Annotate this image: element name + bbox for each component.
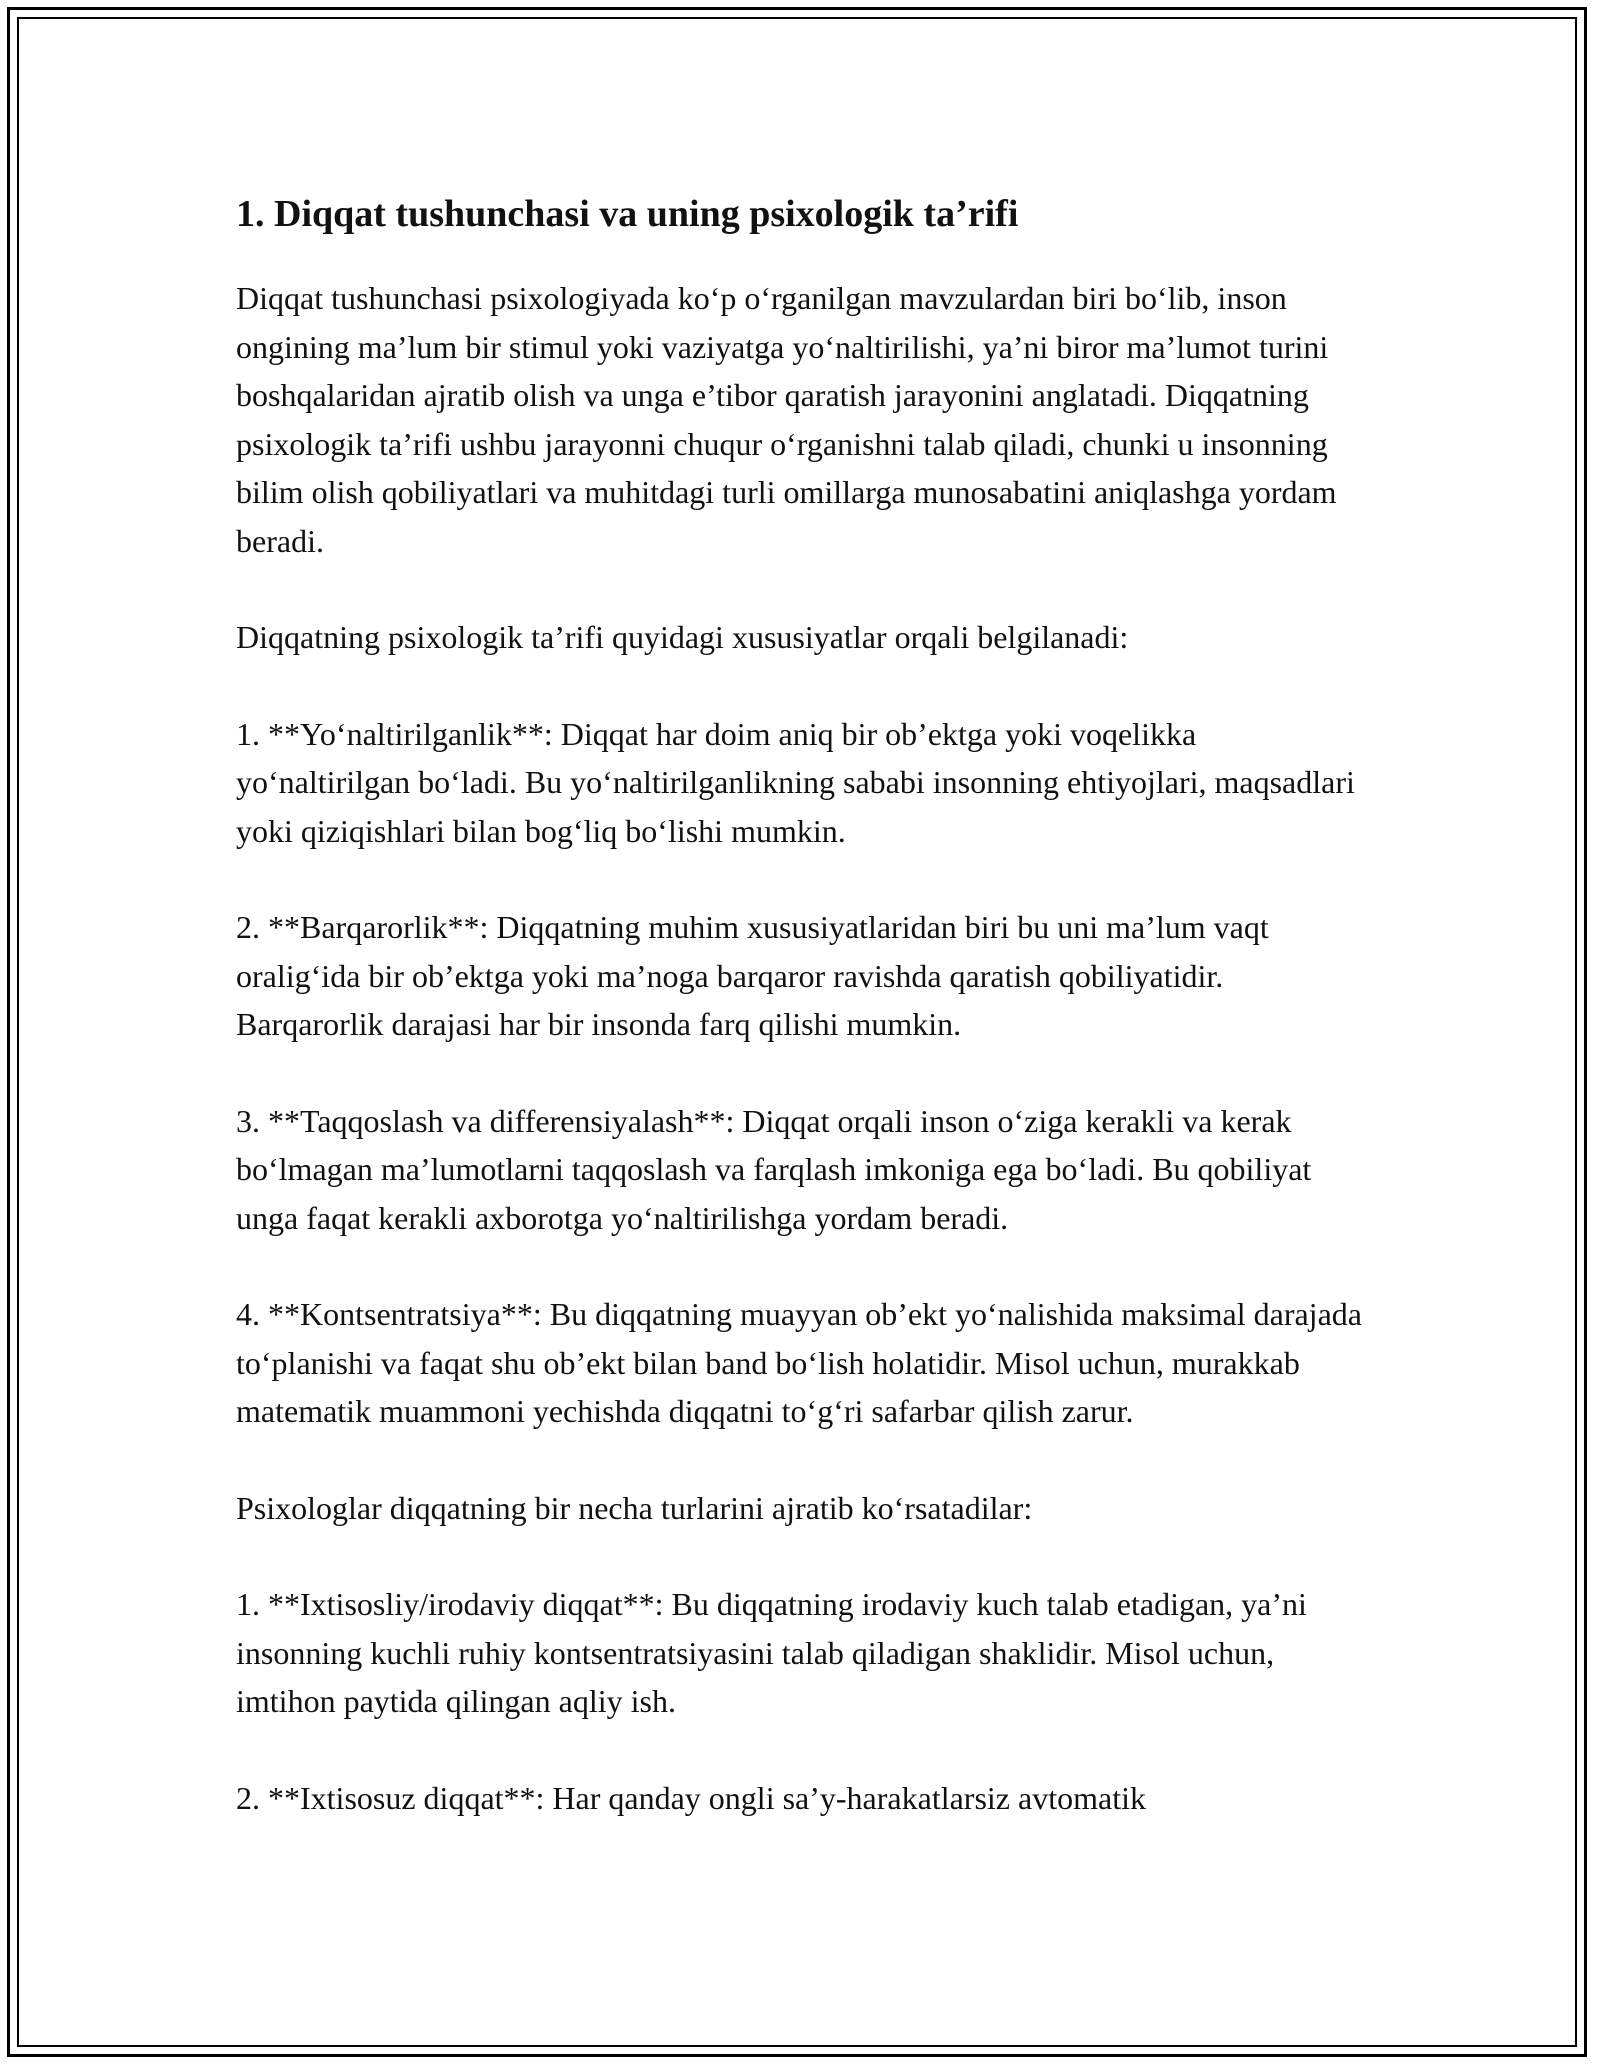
feature-item-stability: 2. **Barqarorlik**: Diqqatning muhim xususiyatlaridan biri bu uni ma’lum vaqt oralig‘ida bir ob’ektga yoki ma’noga barqaror ravishda qaratish qobiliyatidir. Barqarorlik darajasi har bir insonda farq qilishi mumkin.: [236, 909, 1269, 1042]
feature-item-comparison: 3. **Taqqoslash va differensiyalash**: Diqqat orqali inson o‘ziga kerakli va kerak bo‘lmagan ma’lumotlarni taqqoslash va farqlash imkoniga ega bo‘ladi. Bu qobiliyat unga faqat kerakli axborotga yo‘naltirilishga yordam beradi.: [236, 1102, 1312, 1236]
feature-item-orientation: 1. **Yo‘naltirilganlik**: Diqqat har doim aniq bir ob’ektga yoki voqelikka yo‘naltirilgan bo‘ladi. Bu yo‘naltirilganlikning sababi insonning ehtiyojlari, maqsadlari yoki qiziqishlari bilan bog‘liq bo‘lishi mumkin.: [236, 715, 1355, 849]
type-item-involuntary: 2. **Ixtisosuz diqqat**: Har qanday ongli sa’y-harakatlarsiz avtomatik: [236, 1779, 1146, 1816]
types-intro: Psixologlar diqqatning bir necha turlarini ajratib ko‘rsatadilar:: [236, 1489, 1033, 1526]
type-item-voluntary: 1. **Ixtisosliy/irodaviy diqqat**: Bu diqqatning irodaviy kuch talab etadigan, ya’ni insonning kuchli ruhiy kontsentratsiyasini talab qiladigan shaklidir. Misol uchun, imtihon paytida qilingan aqliy ish.: [236, 1586, 1307, 1719]
feature-item-concentration: 4. **Kontsentratsiya**: Bu diqqatning muayyan ob’ekt yo‘nalishida maksimal darajada to‘planishi va faqat shu ob’ekt bilan band bo‘lish holatidir. Misol uchun, murakkab matematik muammoni yechishda diqqatni to‘g‘ri safarbar qilish zarur.: [236, 1296, 1362, 1429]
features-intro: Diqqatning psixologik ta’rifi quyidagi xususiyatlar orqali belgilanadi:: [236, 619, 1129, 655]
intro-paragraph: Diqqat tushunchasi psixologiyada ko‘p o‘rganilgan mavzulardan biri bo‘lib, inson ongining ma’lum bir stimul yoki vaziyatga yo‘naltirilishi, ya’ni biror ma’lumot turini boshqalaridan ajratib olish va unga e’tibor qaratish jarayonini anglatadi. Diqqatning psixologik ta’rifi ushbu jarayonni chuqur o‘rganishni talab qiladi, chunki u insonning bilim olish qobiliyatlari va muhitdagi turli omillarga munosabatini aniqlashga yordam beradi.: [236, 280, 1337, 559]
document-body: [236, 188, 1376, 1870]
section-heading: 1. Diqqat tushunchasi va uning psixologik ta’rifi: [236, 193, 1019, 235]
